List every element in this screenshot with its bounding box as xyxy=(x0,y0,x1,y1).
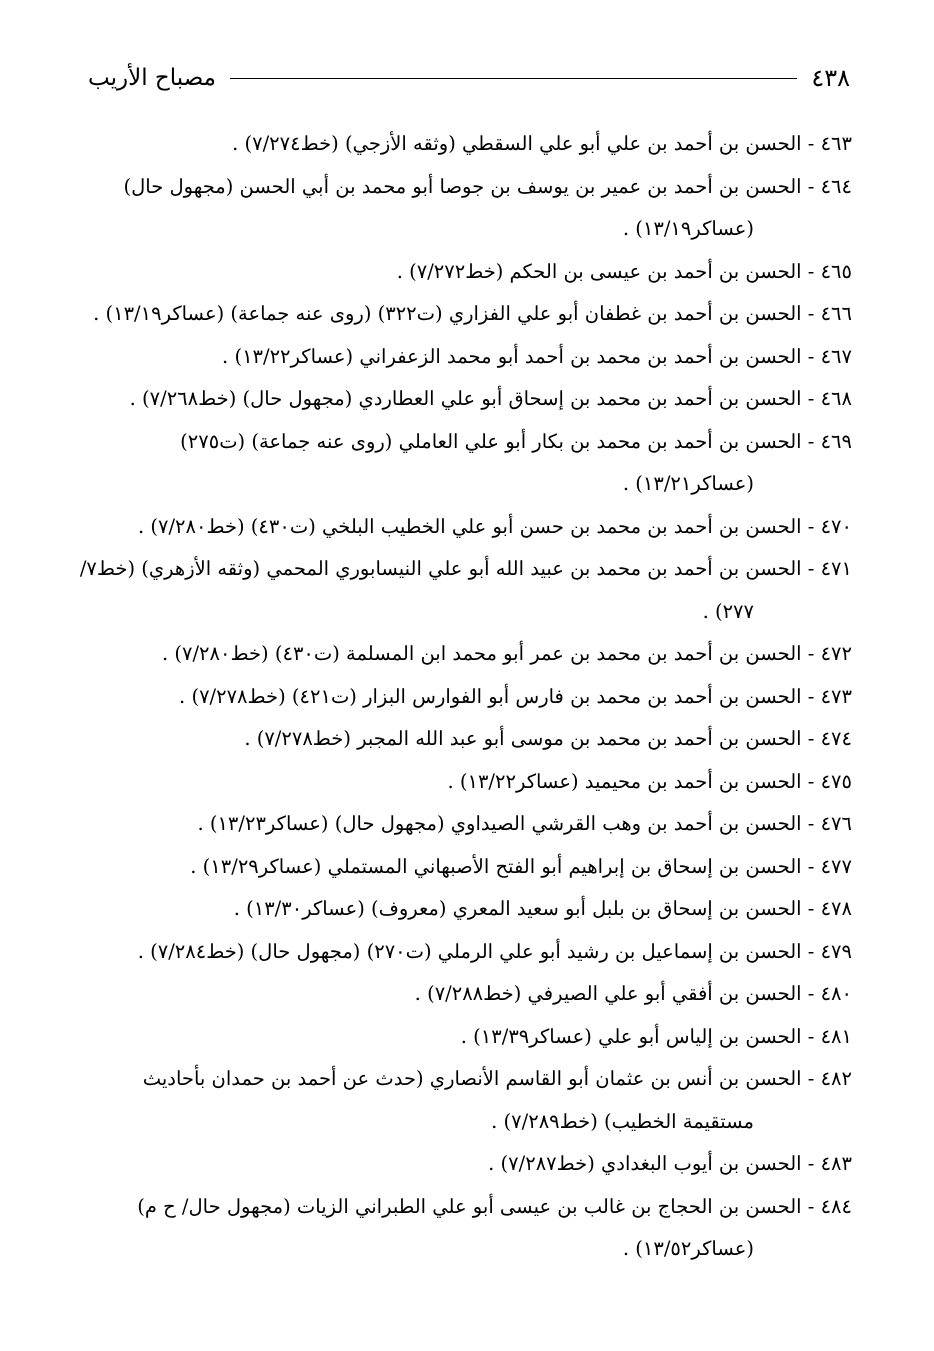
entry xyxy=(72,1058,852,1143)
entry-text: ٤٧٢ - الحسن بن أحمد بن محمد بن عمر أبو محمد ابن المسلمة (ت٤٣٠) (خط٧/٢٨٠) . xyxy=(162,642,852,665)
entry-text: ٤٦٩ - الحسن بن أحمد بن محمد بن بكار أبو علي العاملي (روى عنه جماعة) (ت٢٧٥) xyxy=(180,429,852,453)
entry-text: ٤٧٣ - الحسن بن أحمد بن محمد بن فارس أبو الفوارس البزار (ت٤٢١) (خط٧/٢٧٨) . xyxy=(179,684,852,708)
entry-continuation: (عساكر١٣/٥٢) . xyxy=(622,1237,754,1260)
entry-text: ٤٨٠ - الحسن بن أفقي أبو علي الصيرفي (خط٧/٢٨٨) . xyxy=(414,982,852,1005)
entry-continuation: (عساكر١٣/٢١) . xyxy=(622,472,754,495)
entry-text: ٤٨٤ - الحسن بن الحجاج بن غالب بن عيسى أبو علي الطبراني الزيات (مجهول حال/ ح م) xyxy=(137,1194,852,1218)
entry xyxy=(72,506,852,549)
entry-text: ٤٦٤ - الحسن بن أحمد بن عمير بن يوسف بن جوصا أبو محمد بن أبي الحسن (مجهول حال) xyxy=(123,174,852,198)
entry xyxy=(72,123,852,166)
entry xyxy=(72,931,852,974)
entry xyxy=(72,1143,852,1186)
entry xyxy=(72,888,852,931)
entry-text: ٤٧٥ - الحسن بن أحمد بن محيميد (عساكر١٣/٢٢) . xyxy=(447,769,852,793)
entry-text: ٤٦٨ - الحسن بن أحمد بن محمد بن إسحاق أبو علي العطاردي (مجهول حال) (خط٧/٢٦٨) . xyxy=(129,387,852,410)
entry xyxy=(72,803,852,846)
entry xyxy=(72,676,852,719)
entry xyxy=(72,548,852,633)
entry xyxy=(72,336,852,379)
entry-text: ٤٦٥ - الحسن بن أحمد بن عيسى بن الحكم (خط٧/٢٧٢) . xyxy=(396,259,852,283)
entry-text: ٤٧٦ - الحسن بن أحمد بن وهب القرشي الصيداوي (مجهول حال) (عساكر١٣/٢٣) . xyxy=(197,812,852,835)
header-rule xyxy=(230,78,797,79)
entry-text: ٤٧١ - الحسن بن أحمد بن محمد بن عبيد الله أبو علي النيسابوري المحمي (وثقه الأزهري) (خط٧/ xyxy=(79,557,852,580)
entry xyxy=(72,378,852,421)
entries-list xyxy=(72,123,852,1271)
entry xyxy=(72,633,852,676)
page-header xyxy=(88,58,850,98)
entry-text: ٤٨٣ - الحسن بن أيوب البغدادي (خط٧/٢٨٧) . xyxy=(488,1152,852,1175)
entry-text: ٤٧٨ - الحسن بن إسحاق بن بلبل أبو سعيد المعري (معروف) (عساكر١٣/٣٠) . xyxy=(233,897,852,920)
book-title: مصباح الأريب xyxy=(88,65,216,91)
entry xyxy=(72,846,852,889)
entry-text: ٤٦٦ - الحسن بن أحمد بن غطفان أبو علي الفزاري (ت٣٢٢) (روى عنه جماعة) (عساكر١٣/١٩) . xyxy=(93,302,852,325)
entry xyxy=(72,293,852,336)
entry-text: ٤٨١ - الحسن بن إلياس أبو علي (عساكر١٣/٣٩) . xyxy=(460,1024,852,1048)
entry-continuation: ٢٧٧) . xyxy=(702,599,754,623)
entry xyxy=(72,166,852,251)
entry xyxy=(72,718,852,761)
page-number: ٤٣٨ xyxy=(811,64,850,92)
entry-text: ٤٧٧ - الحسن بن إسحاق بن إبراهيم أبو الفتح الأصبهاني المستملي (عساكر١٣/٢٩) . xyxy=(190,854,852,878)
entry xyxy=(72,761,852,804)
entry xyxy=(72,1016,852,1059)
entry-text: ٤٧٩ - الحسن بن إسماعيل بن رشيد أبو علي الرملي (ت٢٧٠) (مجهول حال) (خط٧/٢٨٤) . xyxy=(137,939,852,963)
entry-text: ٤٦٣ - الحسن بن أحمد بن علي أبو علي السقطي (وثقه الأزجي) (خط٧/٢٧٤) . xyxy=(232,132,852,155)
entry xyxy=(72,251,852,294)
entry-text: ٤٧٤ - الحسن بن أحمد بن محمد بن موسى أبو عبد الله المجبر (خط٧/٢٧٨) . xyxy=(244,727,852,750)
entry-text: ٤٧٠ - الحسن بن أحمد بن محمد بن حسن أبو علي الخطيب البلخي (ت٤٣٠) (خط٧/٢٨٠) . xyxy=(137,514,852,538)
entry-continuation: (عساكر١٣/١٩) . xyxy=(622,217,754,240)
entry-text: ٤٨٢ - الحسن بن أنس بن عثمان أبو القاسم الأنصاري (حدث عن أحمد بن حمدان بأحاديث xyxy=(142,1067,852,1090)
entry-text: ٤٦٧ - الحسن بن أحمد بن محمد بن أحمد أبو محمد الزعفراني (عساكر١٣/٢٢) . xyxy=(222,344,852,368)
entry-continuation: مستقيمة الخطيب) (خط٧/٢٨٩) . xyxy=(491,1109,754,1133)
entry xyxy=(72,973,852,1016)
entry xyxy=(72,1186,852,1271)
entry xyxy=(72,421,852,506)
